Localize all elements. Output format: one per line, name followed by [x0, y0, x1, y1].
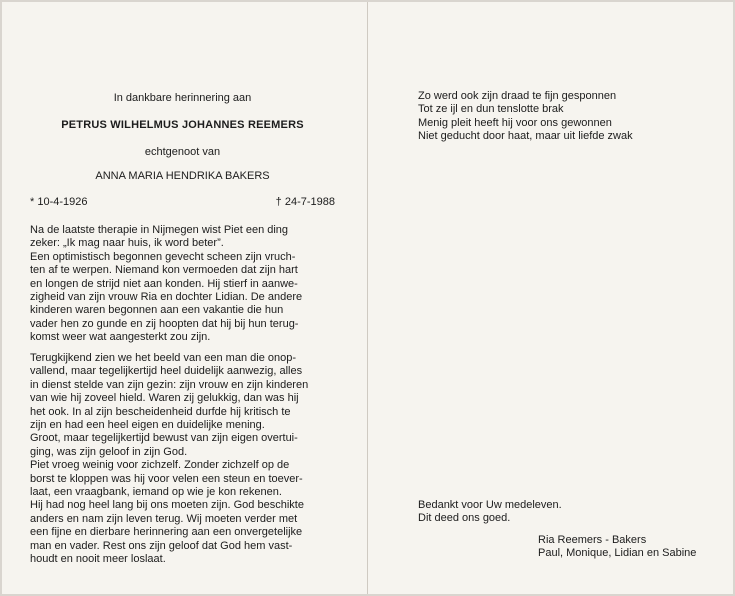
para2-line: ging, was zijn geloof in zijn God.: [30, 445, 188, 458]
signature-line: Ria Reemers - Bakers: [538, 534, 647, 546]
para2-line: een fijne en dierbare herinnering aan een onvergetelijke: [30, 526, 303, 539]
relation-text: echtgenoot van: [144, 146, 221, 158]
para2-line: houdt en nooit meer loslaat.: [30, 553, 166, 566]
para1-line: zigheid van zijn vrouw Ria en dochter Lidian. De andere: [30, 291, 303, 304]
para2-line: anders en nam zijn leven terug. Wij moeten verder met: [30, 512, 298, 525]
thanks-line: Bedankt voor Uw medeleven.: [418, 499, 562, 511]
para2-line: zijn en had een heel eigen en duidelijke mening.: [30, 419, 265, 432]
para2-line: Piet vroeg weinig voor zichzelf. Zonder zichzelf op de: [30, 459, 290, 472]
thanks-line: Dit deed ons goed.: [418, 512, 511, 525]
para2-line: laat, een vraagbank, iemand op wie je kon rekenen.: [30, 486, 282, 499]
poem: [418, 90, 633, 144]
paragraph-2: [30, 352, 335, 567]
spouse-name: ANNA MARIA HENDRIKA BAKERS: [95, 170, 270, 182]
card-fold-line: [367, 2, 368, 594]
thanks-text: [418, 499, 562, 526]
intro-text: In dankbare herinnering aan: [113, 92, 252, 104]
para1-line: Een optimistisch begonnen gevecht scheen zijn vruch-: [30, 250, 296, 263]
poem-line: Tot ze ijl en dun tenslotte brak: [418, 103, 564, 116]
para1-line: komst weer wat aangesterkt zou zijn.: [30, 331, 211, 344]
death-date: † 24-7-1988: [275, 196, 335, 208]
birth-date: * 10-4-1926: [30, 196, 88, 208]
para2-line: Terugkijkend zien we het beeld van een man die onop-: [30, 352, 297, 364]
poem-line: Niet geducht door haat, maar uit liefde zwak: [418, 130, 633, 143]
para2-line: borst te kloppen was hij voor velen een steun en toever-: [30, 472, 303, 485]
para2-line: vallend, maar tegelijkertijd heel duidelijk aanwezig, alles: [30, 365, 303, 378]
para2-line: Groot, maar tegelijkertijd bewust van zijn eigen overtui-: [30, 432, 298, 445]
para1-line: en longen de strijd niet aan konden. Hij stierf in aanwe-: [30, 277, 298, 290]
para2-line: man en vader. Rest ons zijn geloof dat God hem vast-: [30, 539, 293, 552]
signature-block: [538, 534, 696, 561]
para2-line: Hij had nog heel lang bij ons moeten zijn. God beschikte: [30, 499, 304, 512]
para2-line: van wie hij zoveel hield. Waren zij gelukkig, dan was hij: [30, 392, 299, 405]
deceased-name: PETRUS WILHELMUS JOHANNES REEMERS: [61, 119, 304, 131]
signature-line: Paul, Monique, Lidian en Sabine: [538, 547, 697, 560]
paragraph-1: [30, 224, 335, 345]
para2-line: in dienst stelde van zijn gezin: zijn vrouw en zijn kinderen: [30, 378, 309, 391]
para2-line: het ook. In al zijn bescheidenheid durfde hij kritisch te: [30, 405, 291, 418]
para1-line: Na de laatste therapie in Nijmegen wist Piet een ding: [30, 224, 289, 236]
para1-line: vader hen zo gunde en zij hoopten dat hij bij hun terug-: [30, 317, 299, 330]
para1-line: kinderen waren begonnen aan een vakantie die hun: [30, 304, 284, 317]
poem-line: Menig pleit heeft hij voor ons gewonnen: [418, 116, 612, 129]
para1-line: zeker: „Ik mag naar huis, ik word beter”.: [30, 237, 224, 250]
poem-line: Zo werd ook zijn draad te fijn gesponnen: [418, 90, 617, 102]
para1-line: ten af te werpen. Niemand kon vermoeden dat zijn hart: [30, 264, 298, 277]
